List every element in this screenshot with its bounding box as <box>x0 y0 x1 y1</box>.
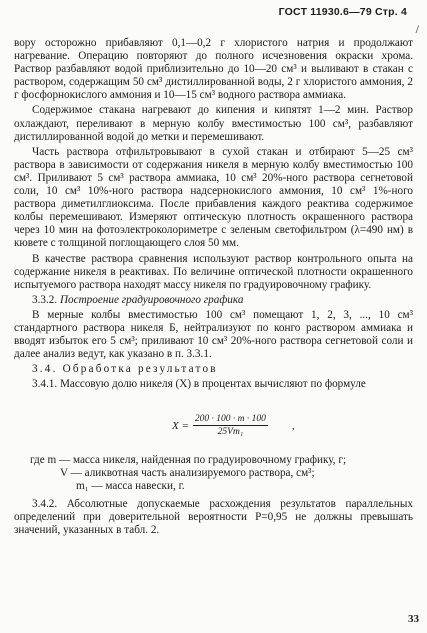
formula-lhs: X = <box>172 419 189 432</box>
corner-mark: / <box>415 22 419 36</box>
paragraph-2: Содержимое стакана нагревают до кипения и кипятят 1—2 мин. Раствор охлаждают, переливают в мерную колбу вместимостью 100 см³, разбавляют дистиллированной водой до метки и перемешивают. <box>14 104 413 143</box>
body-text <box>14 37 413 391</box>
paragraph-7: 3.4.2. Абсолютные допускаемые расхождения результатов параллельных определений при доверительной вероятности P=0,95 не должны превышать значений, указанных в табл. 2. <box>14 498 413 537</box>
paragraph-3: Часть раствора отфильтровывают в сухой стакан и отбирают 5—25 см³ раствора в зависимости от содержания никеля в мерную колбу вместимостью 100 см³. Приливают 5 см³ раствора аммиака, 10 см³ 20%-ного раствора сегнетовой соли, 10 см³ 10%-ного раствора надсернокислого аммония, 10 см³ 1%-ного раствора диметилглиоксима. После прибавления каждого реактива содержимое колбы перемешивают. Измеряют оптическую плотность окрашенного раствора через 10 мин на фотоэлектроколориметре с зеленым светофильтром (λ=490 нм) в кювете с толщиной поглощающего слоя 50 мм. <box>14 145 413 250</box>
section-3-4-heading: 3.4. Обработка результатов <box>32 363 218 376</box>
after-text <box>14 498 413 537</box>
definition-v: V — аликвотная часть анализируемого раствора, см³; <box>60 467 315 480</box>
formula <box>172 414 295 437</box>
paragraph-5: В мерные колбы вместимостью 100 см³ помещают 1, 2, 3, ..., 10 см³ стандартного раствора никеля Б, нейтрализуют по конго раствором аммиака и вводят избыток его 5 см³; приливают 10 см³ 20%-ного раствора сегнетовой соли и далее анализ ведут, как указано в п. 3.3.1. <box>14 308 413 361</box>
paragraph-6: 3.4.1. Массовую долю никеля (X) в процентах вычисляют по формуле <box>32 378 366 391</box>
definition-m1: m₁ — масса навески, г. <box>76 480 185 493</box>
paragraph-1: вору осторожно прибавляют 0,1—0,2 г хлористого натрия и продолжают нагревание. Операцию повторяют до полного исчезновения окраски хрома. Раствор разбавляют водой приблизительно до 10—20 см³ и выливают в стакан с раствором, содержащим 50 см³ дистиллированной воды, 2 г хлористого аммония, 2 г фосфорнокислого аммония и 10—15 см³ водного раствора аммиака. <box>14 37 413 102</box>
definition-m: где m — масса никеля, найденная по градуировочному графику, г; <box>30 454 347 466</box>
page-number: 33 <box>408 613 419 625</box>
formula-definitions <box>30 454 413 493</box>
section-3-3-2-title: Построение градуировочного графика <box>59 293 244 306</box>
formula-numerator: 200 · 100 · m · 100 <box>194 414 266 424</box>
formula-trail: , <box>291 419 295 432</box>
section-3-3-2-heading <box>14 294 413 307</box>
paragraph-4: В качестве раствора сравнения используют раствор контрольного опыта на содержание никеля в реактивах. По величине оптической плотности окрашенного испытуемого раствора находят массу никеля по градуировочному графику. <box>14 252 413 291</box>
formula-denominator: 25Vm₁ <box>217 427 244 437</box>
section-3-3-2-number: 3.3.2. <box>32 293 58 306</box>
page-header: ГОСТ 11930.6—79 Стр. 4 <box>278 6 407 18</box>
formula-fraction <box>193 414 268 437</box>
